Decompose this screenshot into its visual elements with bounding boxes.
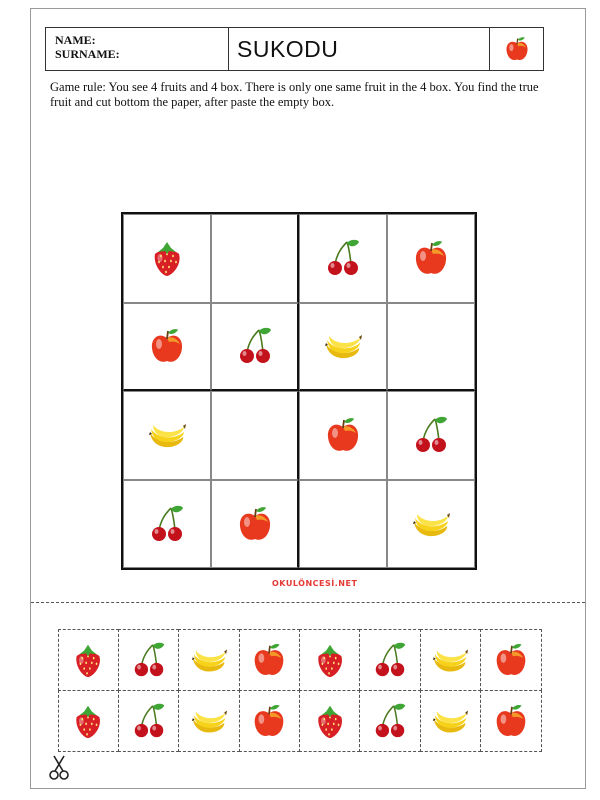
grid-cell — [299, 214, 387, 303]
sudoku-grid — [121, 212, 477, 570]
apple-icon — [250, 641, 288, 679]
surname-label: SURNAME: — [55, 47, 120, 61]
cutout-piece[interactable] — [480, 690, 541, 752]
cherry-icon — [147, 504, 187, 544]
cherry-icon — [235, 326, 275, 366]
grid-cell — [299, 391, 387, 480]
game-rule-text: Game rule: You see 4 fruits and 4 box. There is only one same fruit in the 4 box. You find the true fruit and cut bottom the paper, after paste the empty box. — [50, 80, 539, 109]
cutout-piece[interactable] — [480, 629, 541, 691]
cutout-piece[interactable] — [178, 629, 239, 691]
strawberry-icon — [69, 702, 107, 740]
cutout-piece[interactable] — [118, 629, 179, 691]
cutout-piece[interactable] — [239, 629, 300, 691]
header-box — [45, 27, 544, 71]
grid-cell — [123, 303, 211, 392]
name-label: NAME: — [55, 33, 96, 47]
grid-cell — [387, 480, 475, 569]
banana-icon — [411, 504, 451, 544]
strawberry-icon — [311, 702, 349, 740]
cutout-piece[interactable] — [299, 690, 360, 752]
grid-cell — [211, 480, 299, 569]
banana-icon — [147, 415, 187, 455]
name-fields — [46, 28, 229, 70]
cutout-piece[interactable] — [239, 690, 300, 752]
site-logo — [272, 579, 357, 588]
apple-icon — [147, 326, 187, 366]
cutout-piece[interactable] — [118, 690, 179, 752]
cutout-piece[interactable] — [420, 690, 481, 752]
cut-line — [31, 602, 585, 603]
cutout-piece[interactable] — [420, 629, 481, 691]
cherry-icon — [411, 415, 451, 455]
cutout-piece[interactable] — [359, 690, 420, 752]
grid-cell — [123, 480, 211, 569]
page-title: SUKODU — [229, 28, 490, 70]
grid-cell-empty[interactable] — [211, 391, 299, 480]
banana-icon — [323, 326, 363, 366]
strawberry-icon — [69, 641, 107, 679]
cutout-pieces — [58, 629, 541, 751]
cherry-icon — [323, 238, 363, 278]
strawberry-icon — [147, 238, 187, 278]
cherry-icon — [371, 641, 409, 679]
strawberry-icon — [311, 641, 349, 679]
grid-cell — [211, 303, 299, 392]
banana-icon — [431, 702, 469, 740]
cutout-piece[interactable] — [58, 690, 119, 752]
cherry-icon — [371, 702, 409, 740]
cherry-icon — [130, 641, 168, 679]
grid-cell — [299, 303, 387, 392]
logo-text: OKULÖNCESİ.NET — [272, 579, 358, 588]
banana-icon — [431, 641, 469, 679]
cutout-piece[interactable] — [359, 629, 420, 691]
header-icon-cell — [490, 28, 543, 70]
apple-icon — [492, 641, 530, 679]
grid-cell — [387, 391, 475, 480]
cherry-icon — [130, 702, 168, 740]
apple-icon — [323, 415, 363, 455]
grid-cell — [123, 214, 211, 303]
apple-icon — [411, 238, 451, 278]
apple-icon — [492, 702, 530, 740]
grid-cell-empty[interactable] — [211, 214, 299, 303]
grid-cell — [387, 214, 475, 303]
banana-icon — [190, 641, 228, 679]
cutout-piece[interactable] — [178, 690, 239, 752]
banana-icon — [190, 702, 228, 740]
scissors-icon — [49, 755, 69, 781]
cutout-piece[interactable] — [58, 629, 119, 691]
apple-icon — [250, 702, 288, 740]
apple-icon — [235, 504, 275, 544]
grid-cell — [123, 391, 211, 480]
cutout-piece[interactable] — [299, 629, 360, 691]
apple-icon — [503, 35, 531, 63]
grid-cell-empty[interactable] — [299, 480, 387, 569]
grid-cell-empty[interactable] — [387, 303, 475, 392]
